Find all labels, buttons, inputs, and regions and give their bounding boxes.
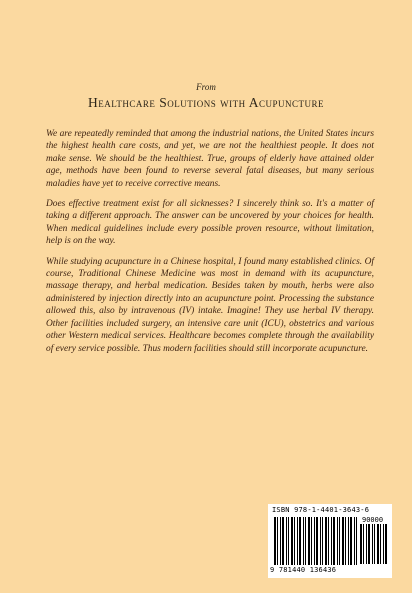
ean-number: 9 781440 136436	[270, 566, 337, 574]
from-label: From	[196, 82, 216, 92]
paragraph-2: Does effective treatment exist for all sicknesses? I sincerely think so. It's a matter of taking a different approach. The answer can be uncovered by your choices for health. When medical guidelines include every possible proven resource, without limitation, help is on the way.	[46, 199, 374, 247]
paragraph-3: While studying acupuncture in a Chinese hospital, I found many established clinics. Of course, Traditional Chinese Medicine was most in demand with its acupuncture, massage therapy, and herbal medication. Besides taken by mouth, herbs were also administered by injection directly into an acupuncture point. Processing the substance allowed this, also by intravenous (IV) intake. Imagine! They use herbal IV therapy. Other facilities included surgery, an intensive care unit (ICU), obstetrics and various other Western medical services. Healthcare becomes complete through the availability of every service possible. Thus modern facilities should still incorporate acupuncture.	[46, 256, 374, 354]
excerpt-text	[46, 128, 374, 363]
isbn-barcode	[268, 504, 392, 578]
addon-barcode-bars	[360, 524, 388, 564]
book-title: Healthcare Solutions with Acupuncture	[87, 95, 325, 110]
paragraph-1: We are repeatedly reminded that among the industrial nations, the United States incurs the highest health care costs, and yet, we are not the healthiest people. It does not make sense. We should be the healthiest. True, groups of elderly have attained older age, methods have been found to reverse several fatal diseases, but many serious maladies have yet to receive corrective means.	[46, 129, 374, 189]
price-addon-number: 90000	[362, 516, 384, 524]
isbn-number: ISBN 978-1-4401-3643-6	[272, 506, 370, 514]
ean-barcode-bars	[274, 517, 358, 565]
